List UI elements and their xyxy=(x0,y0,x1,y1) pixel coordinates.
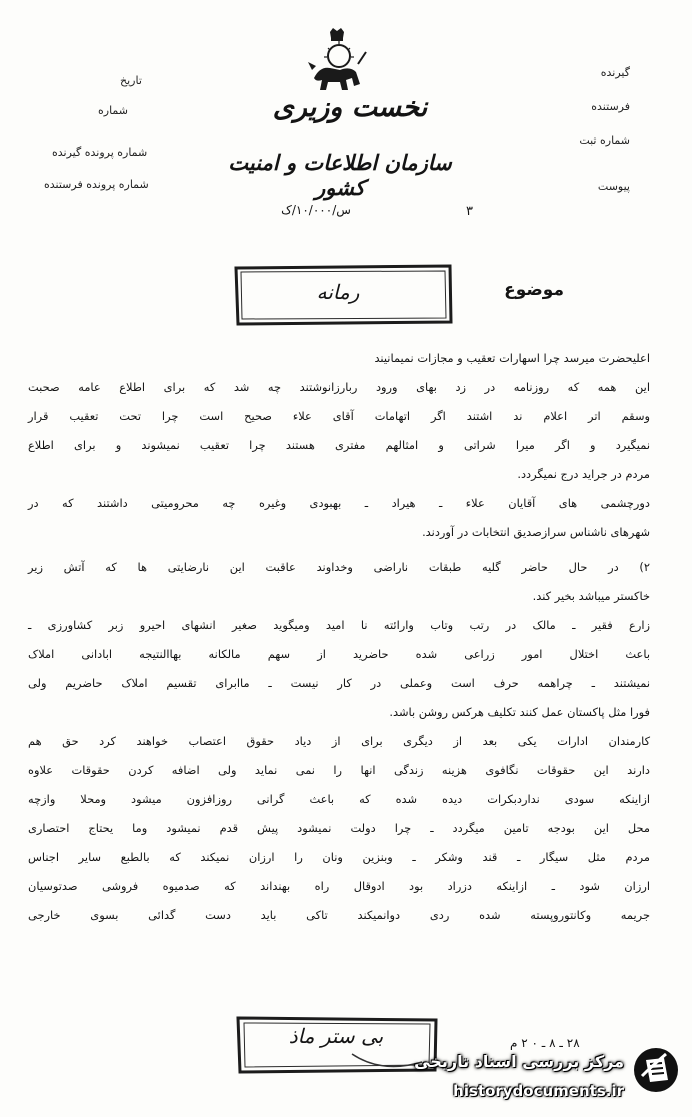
subject-stamp-text: رمانه xyxy=(316,280,360,304)
subject-label: موضوع xyxy=(504,280,564,300)
body-line: نمیگیرد و اگر میرا شراتی و امثالهم مفتری هستند چرا تعقیب نمیشوند و برای اطلاع xyxy=(28,438,650,452)
recipient-file-number-label: شماره پرونده گیرنده xyxy=(52,146,148,159)
attachment-field-label: پیوست xyxy=(597,180,630,193)
body-line: ۲) در حال حاضر گلیه طبقات ناراضی وخداوند عاقبت این نارضایتی ها که آتش زیر xyxy=(28,560,650,574)
body-line: باعث اختلال امور زراعی شده حاضرید از سهم مالکانه بهاالنتیجه ابادانی املاک xyxy=(28,647,650,661)
lion-and-sun-emblem-icon xyxy=(306,26,368,102)
archive-logo-icon xyxy=(632,1046,680,1094)
watermark-archive-name: مرکز بررسی اسناد تاریخی xyxy=(414,1052,624,1071)
body-line: اعلیحضرت میرسد چرا اسهارات تعقیب و مجازات نمیمانیند xyxy=(374,351,650,365)
body-line: خاکستر میباشد بخیر کند. xyxy=(532,589,650,603)
number-field-label: شماره xyxy=(98,104,129,117)
body-line: جریمه وکانتوروپسته شده ردی دوانمیکند تاکی باید دست گدائی بسوی خارجی xyxy=(28,908,650,922)
recipient-field-label: گیرنده xyxy=(600,66,630,79)
letter-body xyxy=(28,344,650,930)
sender-field-label: فرستنده xyxy=(591,100,630,113)
bottom-stamp-text: بی ستر ماذ xyxy=(288,1024,384,1048)
organization-subtitle: سازمان اطلاعات و امنیت کشور xyxy=(228,150,452,200)
body-line: کارمندان ادارات یکی بعد از دیگری برای از دیاد حقوق اعتصاب خواهند کرد حق هم xyxy=(28,734,650,748)
body-line: مردم در جراید درج نمیگردد. xyxy=(517,467,650,481)
body-line: این همه که روزنامه در زد بهای ورود ربارزانوشتند چه شد که برای اطلاع عامه صحبت xyxy=(28,380,650,394)
body-line: دارند این حقوقات نگافوی هزینه زندگی انها را نمی نماید ولی اضافه کردن حقوقات علاوه xyxy=(28,763,650,777)
watermark-url: historydocuments.ir xyxy=(453,1082,624,1100)
body-line: نمیشتند ـ چراهمه حرف است وعملی در کار نیست ـ ماابرای تقسیم املاک حاضریم ولی xyxy=(28,676,650,690)
document-reference-number: ۳ xyxy=(466,204,473,219)
body-line: دورچشمی های آقایان علاء ـ هیراد ـ بهبودی وغیره چه محرومیتی داشتند که در xyxy=(28,496,650,510)
body-line: مردم مثل سیگار ـ قند وشکر ـ وبنزین ونان را ارزان نمیکند که بالطبع سایر اجناس xyxy=(28,850,650,864)
document-reference: س/۱۰/۰۰۰/ک xyxy=(281,203,351,217)
body-line: محل این بودجه تامین میگردد ـ چرا دولت نمیشود پیش قدم نمیشود وما یحتاج احتصاری xyxy=(28,821,650,835)
body-line: زارع فقیر ـ مالک در رتب وتاب وارائته نا امید ومیگوید صغیر انشهای احیرو زبر کشاورزی ـ xyxy=(28,618,650,632)
body-line: وسقم اتر اعلام ند اشتند اگر اتهامات آقای علاء صحیح است چرا تحت تعقیب قرار xyxy=(28,409,650,423)
body-line: شهرهای ناشناس سرازصدیق انتخابات در آوردند. xyxy=(422,525,650,539)
registration-number-label: شماره ثبت xyxy=(579,134,630,147)
body-line: ازاینکه سودی نداردبکرات دیده شده که باعث گرانی روزافزون میشود ومحلا وازچه xyxy=(28,792,650,806)
document-date-code: ۲۸ ـ ۸ ـ ۰ ۲ م xyxy=(510,1036,580,1050)
body-line: فورا مثل پاکستان عمل کنند تکلیف هرکس روشن باشد. xyxy=(389,705,650,719)
body-line: ارزان شود ـ ازاینکه دزراد بود ادوقال راه بهنداند که صدمیوه فروشی صدتوسیان xyxy=(28,879,650,893)
organization-title: نخست وزیری xyxy=(272,92,428,123)
sender-file-number-label: شماره پرونده فرستنده xyxy=(44,178,149,191)
date-field-label: تاریخ xyxy=(120,74,142,87)
